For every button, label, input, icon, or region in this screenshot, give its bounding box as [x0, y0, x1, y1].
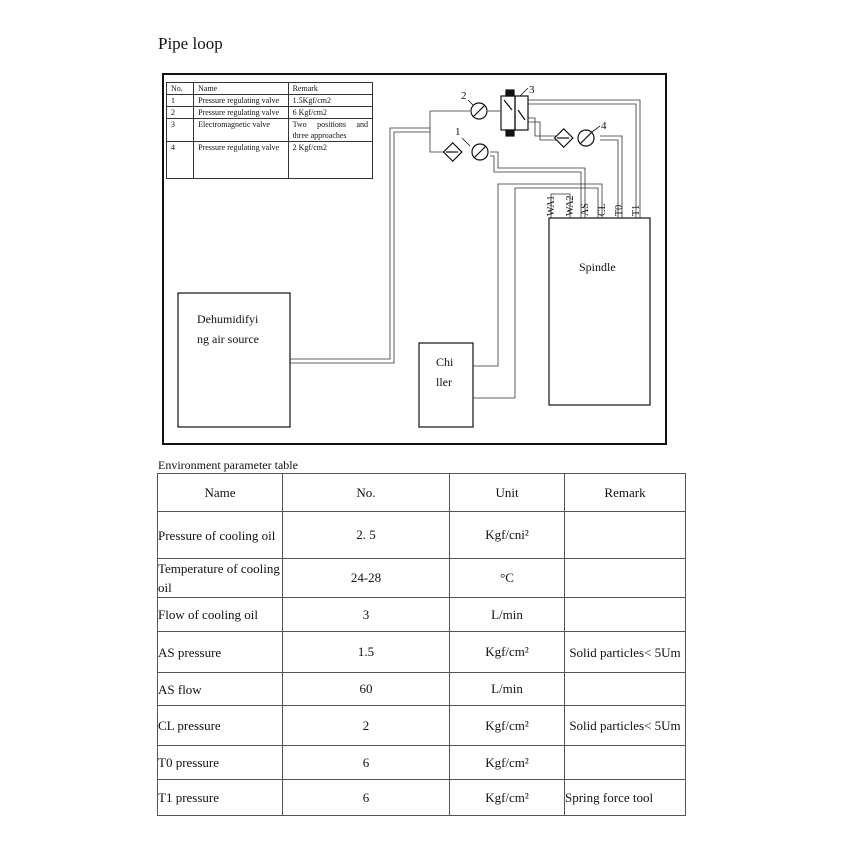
page-title: Pipe loop: [158, 34, 223, 53]
legend-row: 1 Pressure regulating valve 1.5Kgf/cm2: [167, 95, 373, 107]
table-row: CL pressure 2 Kgf/cm² Solid particles< 5Um: [158, 706, 686, 746]
component-number-4: 4: [601, 120, 607, 132]
valve-4-symbol: [555, 129, 594, 147]
component-number-1: 1: [455, 126, 461, 138]
spindle-box: [549, 218, 650, 405]
air-source-label: Dehumidifyi ng air source: [197, 312, 259, 346]
spindle-label: Spindle: [579, 260, 616, 274]
table-row: Temperature of cooling oil 24-28 °C: [158, 559, 686, 598]
table-row: T0 pressure 6 Kgf/cm²: [158, 746, 686, 780]
legend-row: 2 Pressure regulating valve 6 Kgf/cm2: [167, 107, 373, 119]
legend-header-row: [167, 83, 373, 95]
env-parameter-table: [157, 473, 686, 816]
legend-header-remark: Remark: [288, 83, 372, 95]
legend-row: 3 Electromagnetic valve Two positions and three approaches: [167, 119, 373, 142]
table-row: Pressure of cooling oil 2. 5 Kgf/cni²: [158, 512, 686, 559]
env-header-no: No.: [283, 474, 450, 512]
valve-2-symbol: [471, 103, 487, 119]
env-header-name: Name: [158, 474, 283, 512]
component-legend-table: [166, 82, 373, 179]
table-row: AS pressure 1.5 Kgf/cm² Solid particles< 5Um: [158, 632, 686, 673]
legend-header-no: No.: [167, 83, 194, 95]
port-label-as: AS: [580, 203, 591, 216]
leader-lines: [462, 88, 600, 146]
table-row: AS flow 60 L/min: [158, 673, 686, 706]
legend-row: 4 Pressure regulating valve 2 Kgf/cm2: [167, 142, 373, 179]
component-number-3: 3: [529, 84, 535, 96]
env-header-remark: Remark: [565, 474, 686, 512]
legend-header-name: Name: [194, 83, 288, 95]
component-number-2: 2: [461, 90, 467, 102]
table-row: T1 pressure 6 Kgf/cm² Spring force tool: [158, 780, 686, 816]
chiller-label: Chi ller: [436, 355, 454, 389]
port-label-t1: T1: [631, 204, 642, 216]
valve-1-symbol: [444, 143, 488, 161]
port-label-wa2: WA2: [565, 195, 576, 216]
valve-3-symbol: [501, 90, 528, 136]
port-label-t0: T0: [614, 204, 625, 216]
env-table-caption: Environment parameter table: [158, 458, 298, 472]
port-label-cl: CL: [597, 203, 608, 216]
port-label-wa1: WA1: [546, 195, 557, 216]
env-header-row: [158, 474, 686, 512]
env-header-unit: Unit: [450, 474, 565, 512]
table-row: Flow of cooling oil 3 L/min: [158, 598, 686, 632]
